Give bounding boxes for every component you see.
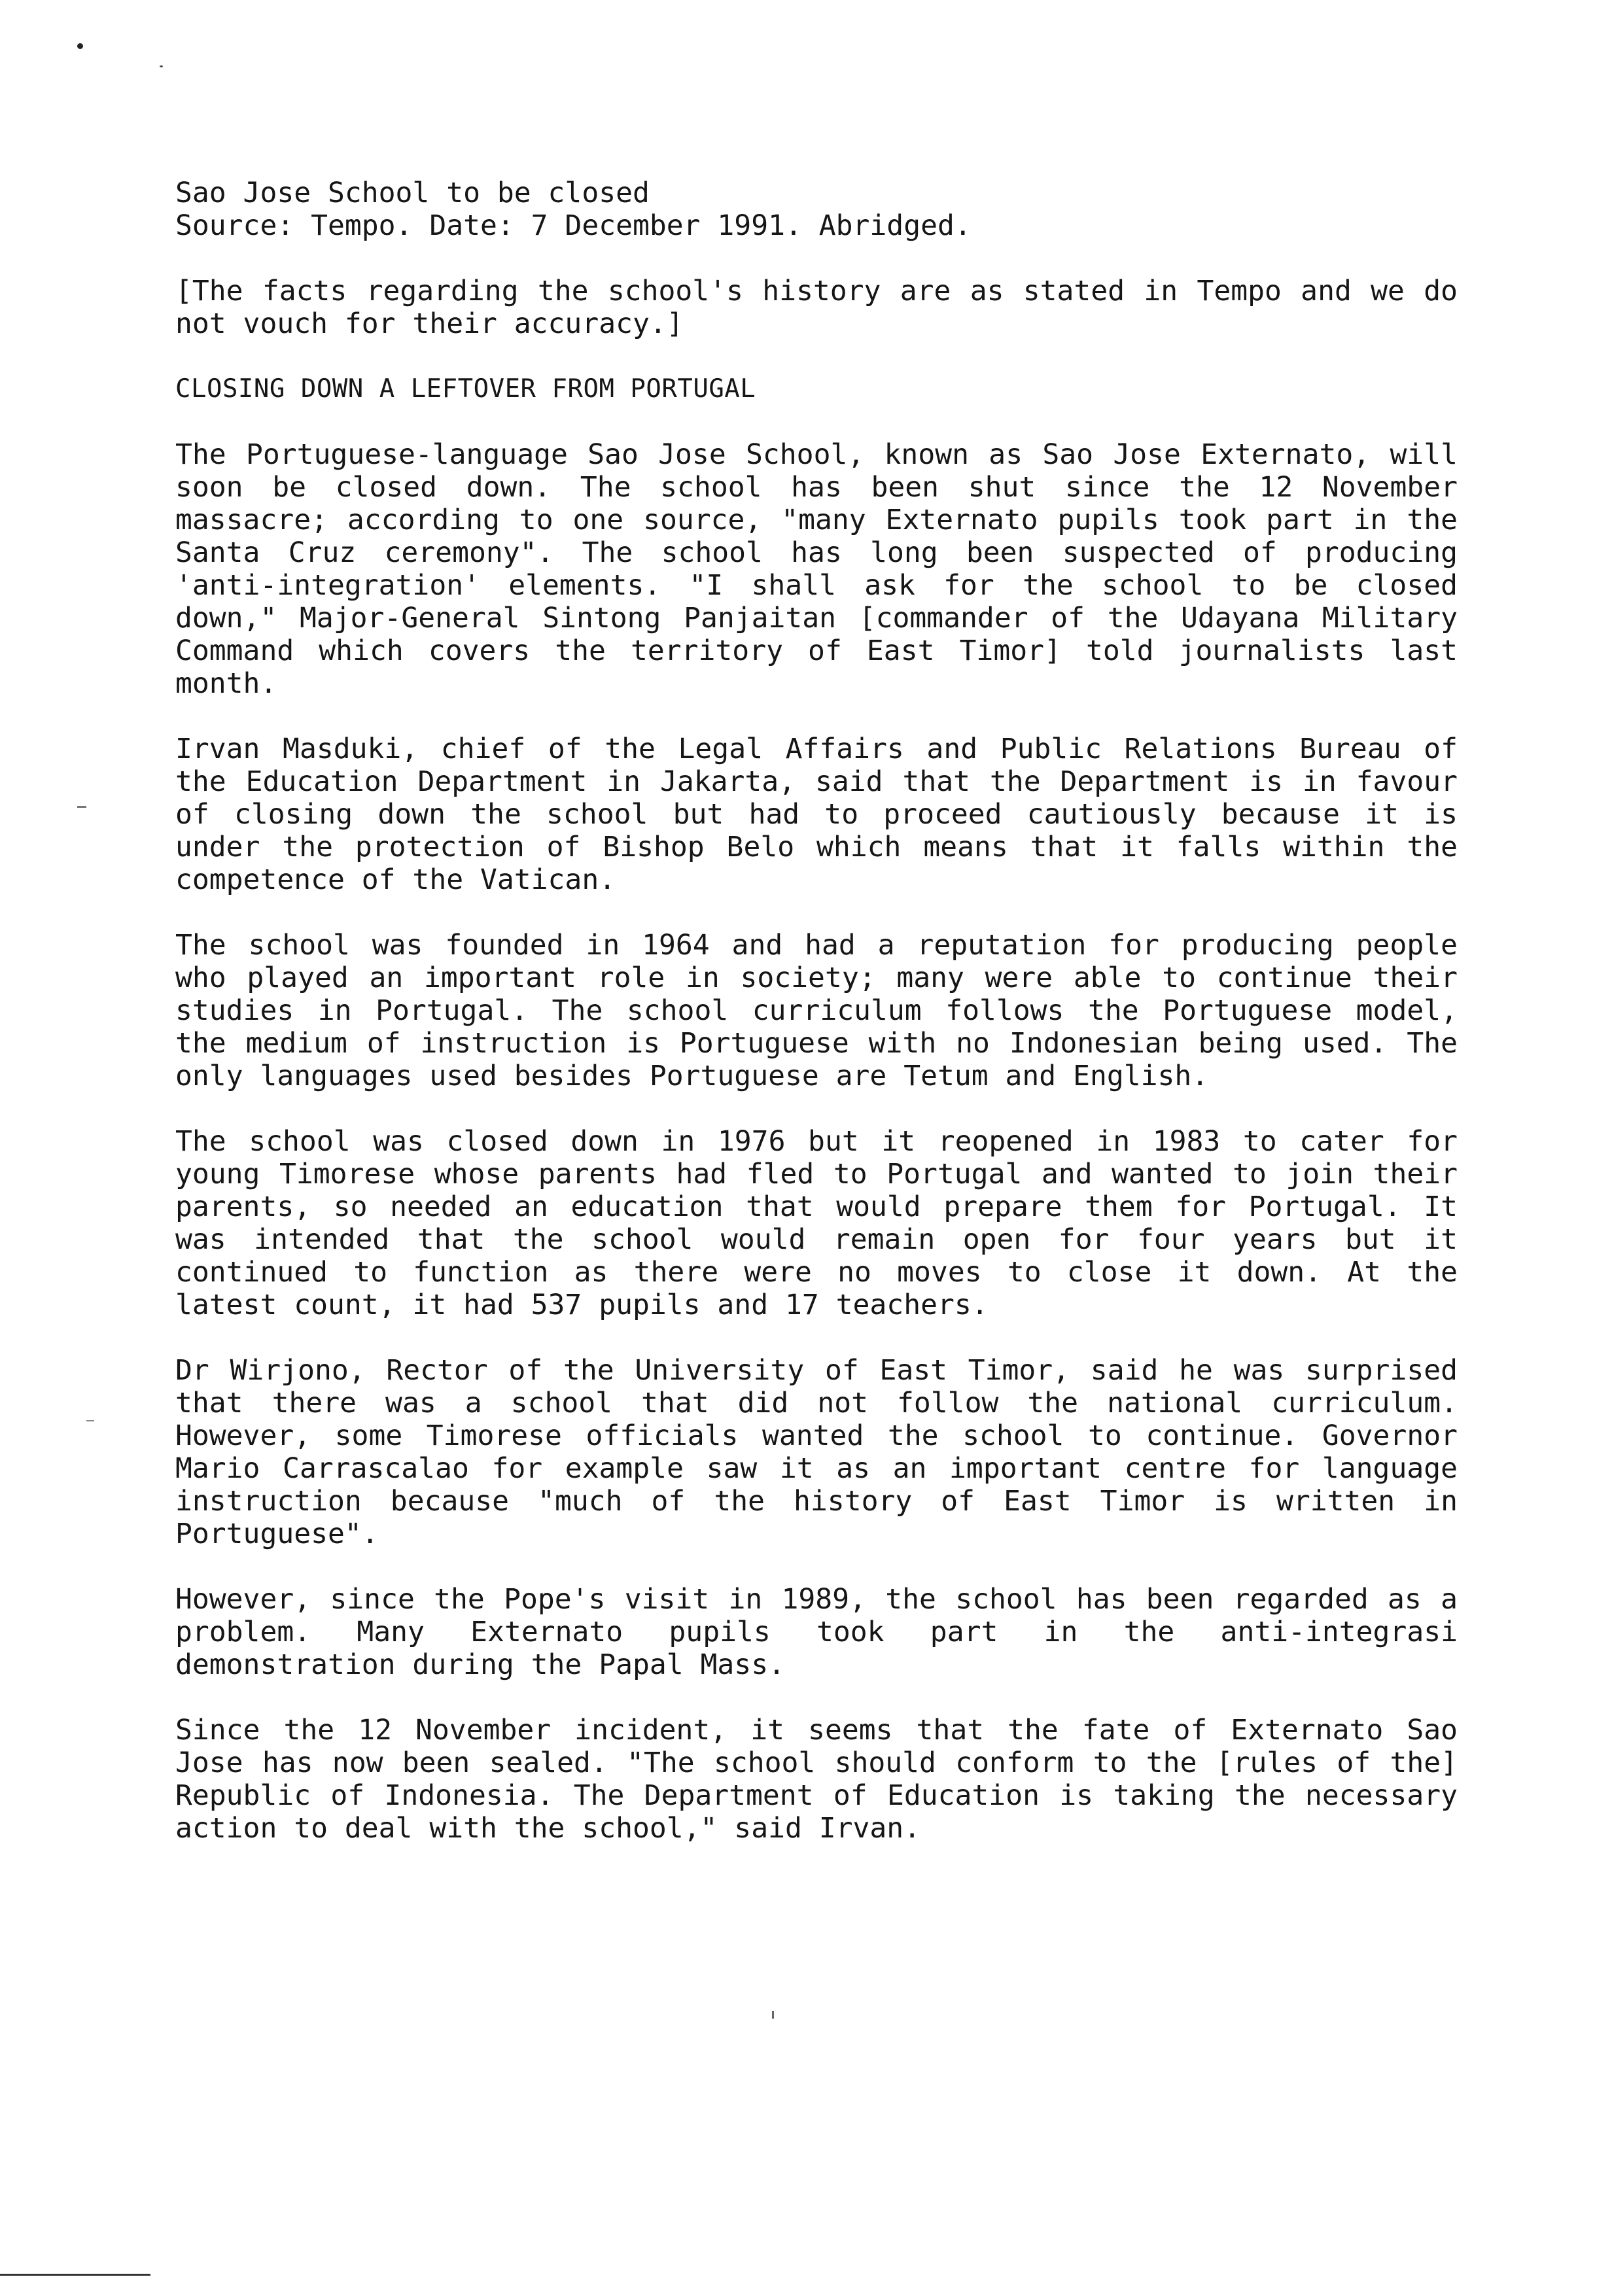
source-line: Source: Tempo. Date: 7 December 1991. Abridged.: [175, 209, 972, 242]
section-heading: CLOSING DOWN A LEFTOVER FROM PORTUGAL: [175, 374, 756, 404]
scan-speck: [77, 806, 86, 808]
document-title: Sao Jose School to be closed: [175, 177, 650, 209]
scan-speck: [77, 43, 83, 49]
paragraph: Irvan Masduki, chief of the Legal Affairs and Public Relations Bureau of the Education Department in Jakarta, said that the Department is in favour of closing down the school but had to proceed cautiously because it is under the protection of Bishop Belo which means that it falls within the competence of the Vatican.: [175, 733, 1458, 896]
paragraph: Dr Wirjono, Rector of the University of East Timor, said he was surprised that there was a school that did not follow the national curriculum. However, some Timorese officials wanted the school to continue. Governor Mario Carrascalao for example saw it as an important centre for language instruction because "much of the history of East Timor is written in Portuguese".: [175, 1354, 1458, 1550]
paragraph: The Portuguese-language Sao Jose School, known as Sao Jose Externato, will soon be closed down. The school has been shut since the 12 November massacre; according to one source, "many Externato pupils took part in the Santa Cruz ceremony". The school has long been suspected of producing 'anti-integration' elements. "I shall ask for the school to be closed down," Major-General Sintong Panjaitan [commander of the Udayana Military Command which covers the territory of East Timor] told journalists last month.: [175, 438, 1458, 700]
paragraph: Since the 12 November incident, it seems that the fate of Externato Sao Jose has now been sealed. "The school should conform to the [rules of the] Republic of Indonesia. The Department of Education is taking the necessary action to deal with the school," said Irvan.: [175, 1714, 1458, 1845]
paragraph: However, since the Pope's visit in 1989, the school has been regarded as a problem. Many Externato pupils took part in the anti-integrasi demonstration during the Papal Mass.: [175, 1583, 1458, 1681]
editor-note: [The facts regarding the school's history are as stated in Tempo and we do not vouch for their accuracy.]: [175, 275, 1458, 340]
scan-speck: [86, 1420, 94, 1421]
document-body: [175, 177, 1458, 1877]
scan-speck: [772, 2011, 774, 2019]
paragraph: The school was founded in 1964 and had a reputation for producing people who played an important role in society; many were able to continue their studies in Portugal. The school curriculum follows the Portuguese model, the medium of instruction is Portuguese with no Indonesian being used. The only languages used besides Portuguese are Tetum and English.: [175, 929, 1458, 1092]
paragraph: The school was closed down in 1976 but it reopened in 1983 to cater for young Timorese whose parents had fled to Portugal and wanted to join their parents, so needed an education that would prepare them for Portugal. It was intended that the school would remain open for four years but it continued to function as there were no moves to close it down. At the latest count, it had 537 pupils and 17 teachers.: [175, 1125, 1458, 1321]
page-edge-rule: [0, 2274, 150, 2276]
document-header: [175, 177, 1458, 242]
scan-speck: [160, 65, 163, 67]
